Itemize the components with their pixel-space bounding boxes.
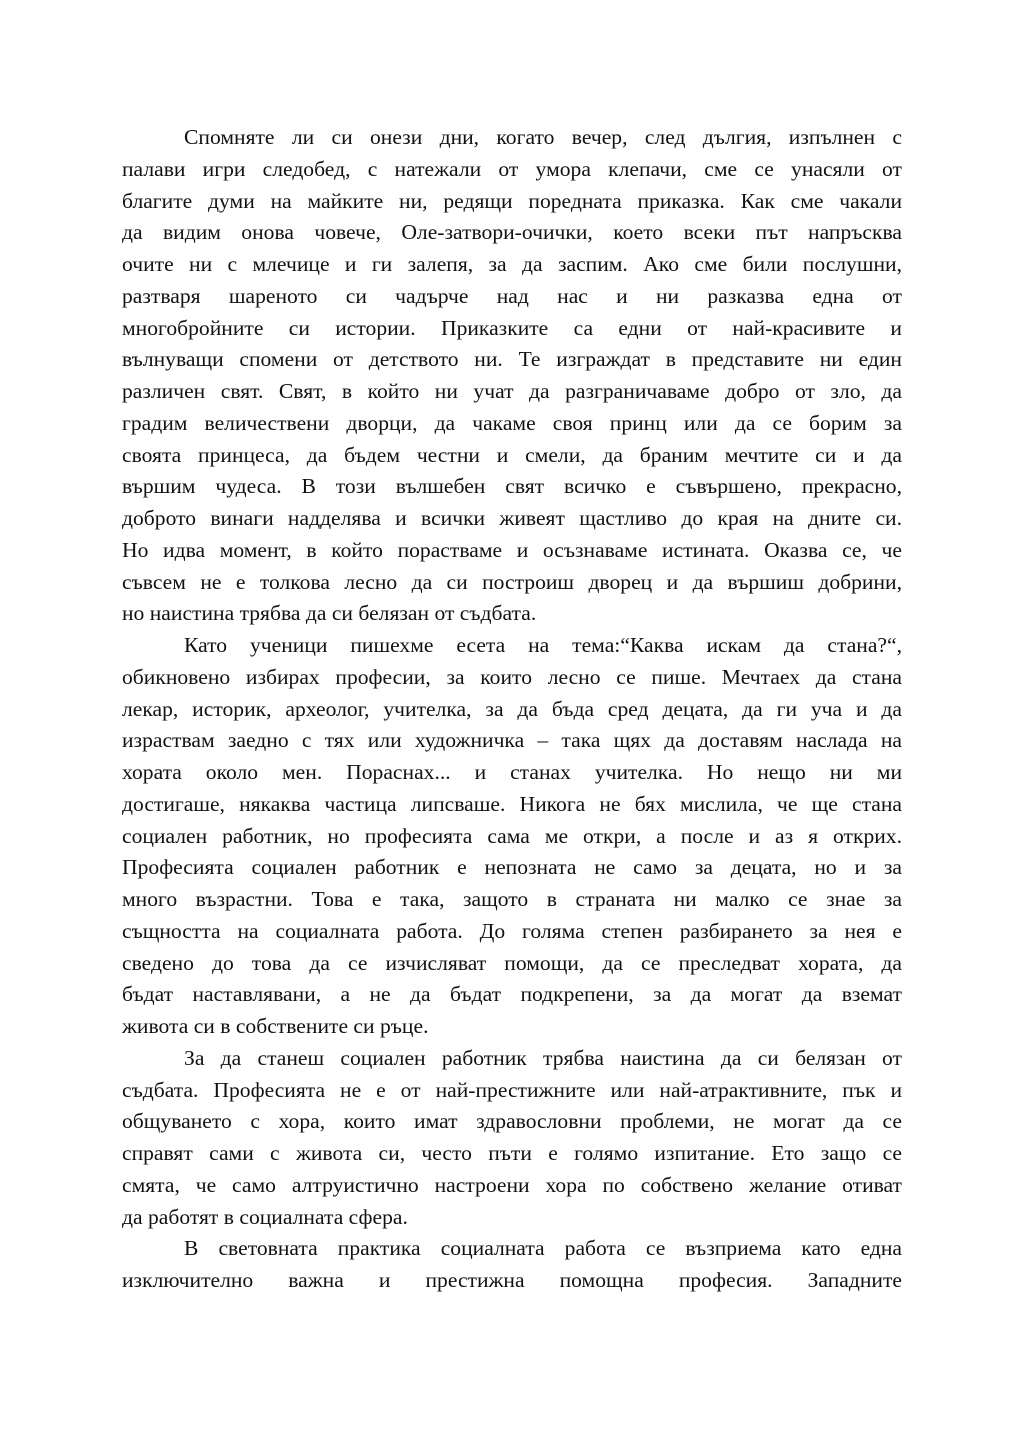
text-line: своята принцеса, да бъдем честни и смели, да браним мечтите си и да <box>122 442 902 467</box>
text-line: Като ученици пишехме есета на тема:“Каква искам да стана?“, <box>184 633 902 657</box>
document-page <box>122 122 902 1297</box>
text-line: Професията социален работник е непозната не само за децата, но и за <box>122 855 902 880</box>
text-line: вършим чудеса. В този вълшебен свят всичко е съвършено, прекрасно, <box>122 474 902 499</box>
text-line: бъдат наставлявани, а не да бъдат подкрепени, за да могат да вземат <box>122 982 902 1007</box>
text-line: да видим онова човече, Оле-затвори-очички, което всеки път напръсква <box>122 220 902 245</box>
text-line: вълнуващи спомени от детството ни. Те изграждат в представите ни един <box>122 347 902 372</box>
text-line: доброто винаги надделява и всички живеят щастливо до края на дните си. <box>122 506 902 530</box>
text-line: социален работник, но професията сама ме откри, а после и аз я открих. <box>122 823 902 848</box>
text-line: същността на социалната работа. До голяма степен разбирането за нея е <box>122 918 902 943</box>
text-line: разтваря шареното си чадърче над нас и ни разказва една от <box>122 283 902 308</box>
paragraph-1 <box>122 122 902 630</box>
text-line: многобройните си истории. Приказките са едни от най-красивите и <box>122 315 902 340</box>
text-line: много възрастни. Това е така, защото в страната ни малко се знае за <box>122 887 902 911</box>
paragraph-2 <box>122 630 902 1043</box>
text-line: достигаше, някаква частица липсваше. Никога не бях мислила, че ще стана <box>122 791 902 816</box>
text-line: общуването с хора, които имат здравословни проблеми, не могат да се <box>122 1109 902 1134</box>
text-line: градим величествени дворци, да чакаме своя принц или да се борим за <box>122 410 902 435</box>
text-line: В световната практика социалната работа се възприема като една <box>184 1236 902 1261</box>
text-line: благите думи на майките ни, редящи поредната приказка. Как сме чакали <box>122 188 902 213</box>
text-line: но наистина трябва да си белязан от съдбата. <box>122 601 537 626</box>
text-line: обикновено избирах професии, за които лесно се пише. Мечтаех да стана <box>122 664 902 689</box>
text-line: хората около мен. Пораснах... и станах учителка. Но нещо ни ми <box>122 760 902 784</box>
text-line: лекар, историк, археолог, учителка, за да бъда сред децата, да ги уча и да <box>122 696 902 721</box>
text-line: живота си в собствените си ръце. <box>122 1014 429 1038</box>
text-line: Спомняте ли си онези дни, когато вечер, след дългия, изпълнен с <box>184 125 902 149</box>
text-line: палави игри следобед, с натежали от умора клепачи, сме се унасяли от <box>122 156 902 181</box>
text-line: да работят в социалната сфера. <box>122 1204 408 1229</box>
text-line: съдбата. Професията не е от най-престижните или най-атрактивните, пък и <box>122 1077 902 1102</box>
paragraph-3 <box>122 1043 902 1234</box>
text-line: справят сами с живота си, често пъти е голямо изпитание. Ето защо се <box>122 1141 902 1165</box>
text-line: смята, че само алтруистично настроени хора по собствено желание отиват <box>122 1172 902 1197</box>
text-line: израствам заедно с тях или художничка – така щях да доставям наслада на <box>122 728 902 753</box>
text-line: различен свят. Свят, в който ни учат да разграничаваме добро от зло, да <box>122 379 902 403</box>
text-line: Но идва момент, в който порастваме и осъзнаваме истината. Оказва се, че <box>122 537 902 562</box>
text-line: съвсем не е толкова лесно да си построиш дворец и да вършиш добрини, <box>122 569 902 594</box>
paragraph-4 <box>122 1233 902 1297</box>
text-line: очите ни с млечице и ги залепя, за да заспим. Ако сме били послушни, <box>122 252 902 276</box>
text-line: изключително важна и престижна помощна професия. Западните <box>122 1268 902 1292</box>
text-line: сведено до това да се изчисляват помощи, да се преследват хората, да <box>122 950 902 975</box>
text-line: За да станеш социален работник трябва наистина да си белязан от <box>184 1045 902 1070</box>
